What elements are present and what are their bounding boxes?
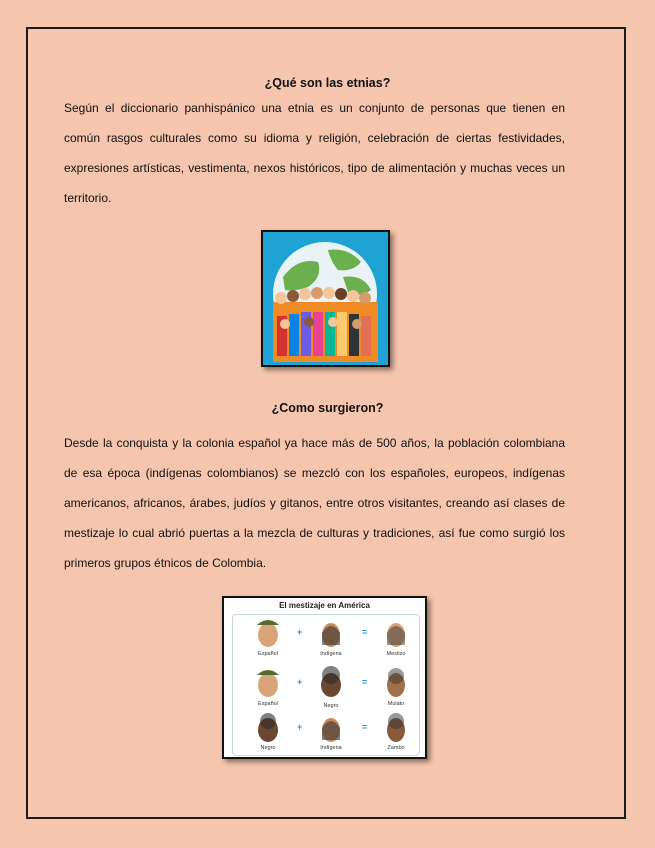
equals-icon: = bbox=[362, 722, 368, 732]
plus-icon: + bbox=[297, 722, 303, 732]
caption-mestizo: Mestizo bbox=[386, 651, 406, 657]
mestizaje-chart bbox=[222, 596, 427, 759]
caption-espanol: Español bbox=[258, 651, 278, 657]
ethnic-diversity-illustration bbox=[261, 230, 390, 367]
mestizaje-title: El mestizaje en América bbox=[279, 601, 370, 610]
equals-icon: = bbox=[362, 677, 368, 687]
plus-icon: + bbox=[297, 677, 303, 687]
heading-que-son-etnias: ¿Qué son las etnias? bbox=[264, 76, 391, 90]
caption-zambo: Zambo bbox=[387, 745, 405, 751]
caption-espanol: Español bbox=[258, 701, 278, 707]
caption-indigena: Indígena bbox=[320, 745, 342, 751]
paragraph-etnias: Según el diccionario panhispánico una etnia es un conjunto de personas que tienen en común rasgos culturales como su idioma y religión, celebración de ciertas festividades, expresiones artísticas, vestimenta, nexos históricos, tipo de alimentación y muchas veces un territorio. bbox=[64, 101, 565, 205]
caption-negro: Negro bbox=[260, 745, 276, 751]
caption-negro: Negro bbox=[323, 703, 339, 709]
caption-mulato: Mulato bbox=[387, 701, 405, 707]
plus-icon: + bbox=[297, 627, 303, 637]
globe-people-image bbox=[263, 232, 388, 365]
mestizaje-portraits bbox=[233, 615, 419, 755]
heading-como-surgieron: ¿Como surgieron? bbox=[271, 401, 384, 415]
caption-indigena: Indígena bbox=[320, 651, 342, 657]
paragraph-surgieron: Desde la conquista y la colonia español ya hace más de 500 años, la población colombiana de esa época (indígenas colombianos) se mezcló con los españoles, europeos, indígenas americanos, africanos, árabes, judíos y gitanos, entre otros visitantes, creando así clases de mestizaje lo cual abrió puertas a la mezcla de culturas y tradiciones, así fue como surgió los primeros grupos étnicos de Colombia. bbox=[64, 436, 565, 570]
mestizaje-grid bbox=[232, 614, 420, 756]
equals-icon: = bbox=[362, 627, 368, 637]
